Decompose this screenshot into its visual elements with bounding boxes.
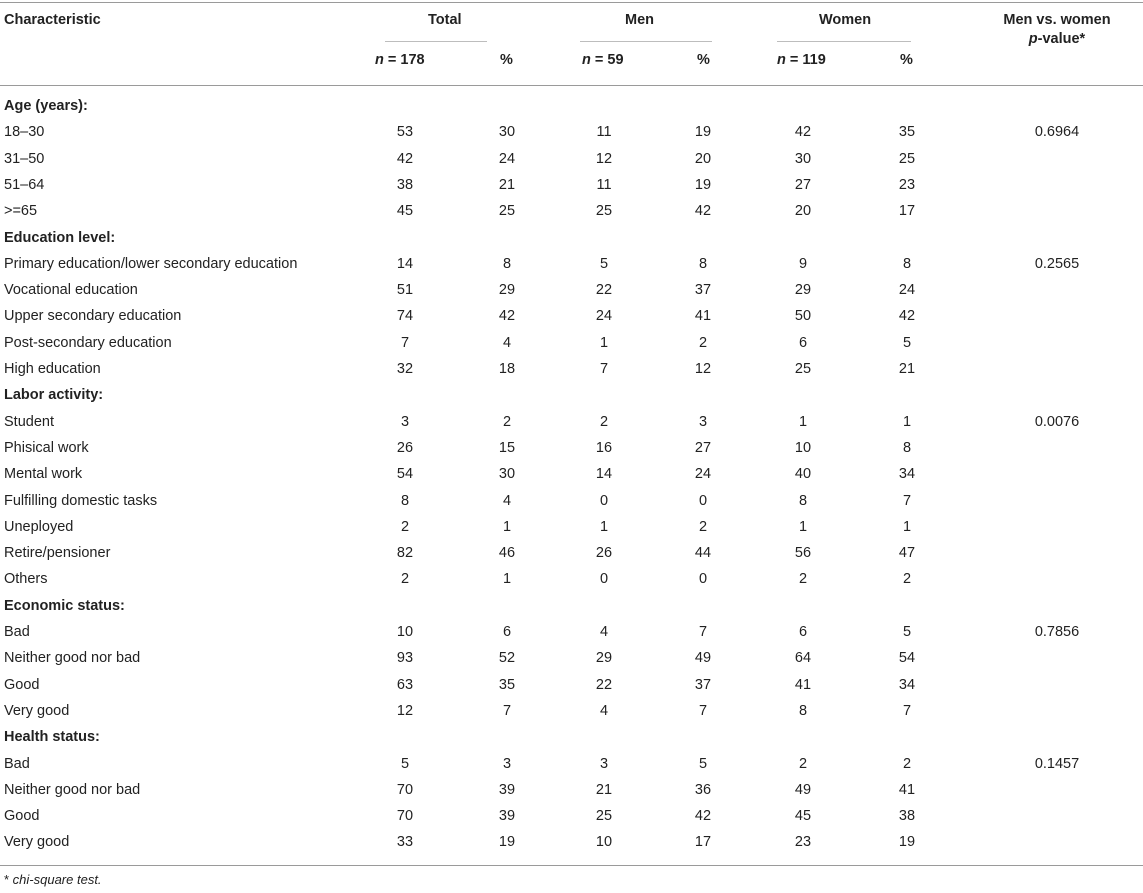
cell-total-pct: 25 — [498, 203, 516, 220]
table-bottom-rule — [0, 865, 1143, 866]
cell-men-pct: 8 — [698, 255, 708, 272]
table-row — [0, 461, 1143, 487]
cell-women-pct: 5 — [902, 334, 912, 351]
cell-women-pct: 1 — [902, 518, 912, 535]
cell-total-n: 82 — [396, 545, 414, 562]
cell-women-pct: 34 — [898, 676, 916, 693]
table-row — [0, 303, 1143, 329]
header-men-n: n = 59 — [582, 52, 624, 68]
cell-total-pct: 19 — [498, 834, 516, 851]
cell-men-n: 11 — [596, 176, 612, 193]
cell-women-pct: 2 — [902, 755, 912, 772]
cell-women-pct: 19 — [898, 834, 916, 851]
cell-total-pct: 42 — [498, 308, 516, 325]
table-row — [0, 146, 1143, 172]
cell-women-n: 49 — [794, 781, 812, 798]
cell-women-pct: 21 — [898, 361, 916, 377]
cell-men-n: 22 — [595, 676, 613, 693]
row-label: Retire/pensioner — [4, 545, 111, 562]
section-header-row — [0, 225, 1143, 251]
cell-women-n: 2 — [798, 755, 808, 772]
row-label: Upper secondary education — [4, 308, 182, 325]
row-label: Neither good nor bad — [4, 650, 141, 667]
cell-men-n: 22 — [595, 282, 613, 299]
cell-women-pct: 41 — [898, 781, 916, 798]
cell-men-pct: 2 — [698, 518, 708, 535]
header-women-n: n = 119 — [777, 52, 826, 68]
cell-women-n: 20 — [794, 203, 812, 220]
cell-total-n: 2 — [400, 518, 410, 535]
table-row — [0, 356, 1143, 382]
cell-women-pct: 5 — [902, 624, 912, 640]
cell-total-pct: 52 — [498, 650, 516, 667]
cell-women-n: 23 — [794, 834, 812, 851]
cell-women-n: 64 — [794, 650, 812, 667]
cell-women-pct: 7 — [902, 492, 912, 509]
cell-men-pct: 17 — [694, 834, 712, 851]
row-label: Uneployed — [4, 518, 74, 535]
cell-men-n: 12 — [595, 150, 613, 167]
cell-men-pct: 36 — [694, 781, 712, 798]
cell-men-n: 25 — [595, 808, 613, 825]
cell-p-value: 0.1457 — [1034, 755, 1080, 772]
cell-women-n: 6 — [798, 334, 808, 351]
cell-women-n: 2 — [798, 571, 808, 588]
cell-total-n: 38 — [396, 176, 414, 193]
row-label: Good — [4, 676, 40, 693]
row-label: 31–50 — [4, 150, 45, 167]
cell-total-n: 7 — [400, 334, 410, 351]
cell-women-n: 9 — [798, 255, 808, 272]
table-row — [0, 277, 1143, 303]
cell-men-pct: 12 — [694, 361, 712, 377]
row-label: Vocational education — [4, 282, 138, 299]
cell-total-n: 10 — [396, 624, 414, 640]
row-label: 51–64 — [4, 176, 45, 193]
cell-women-pct: 38 — [898, 808, 916, 825]
cell-men-n: 14 — [595, 466, 613, 483]
cell-women-n: 1 — [798, 413, 808, 430]
cell-total-n: 93 — [396, 650, 414, 667]
cell-men-pct: 37 — [694, 282, 712, 299]
table-row — [0, 514, 1143, 540]
section-title: Education level: — [4, 229, 116, 246]
row-label: Very good — [4, 702, 70, 719]
cell-total-n: 3 — [400, 413, 410, 430]
cell-women-pct: 47 — [898, 545, 916, 562]
header-women: Women — [819, 12, 872, 28]
cell-total-pct: 8 — [502, 255, 512, 272]
cell-total-pct: 1 — [502, 571, 512, 588]
cell-women-pct: 25 — [898, 150, 916, 167]
row-label: Others — [4, 571, 48, 588]
cell-men-n: 26 — [595, 545, 613, 562]
table-row — [0, 751, 1143, 777]
section-header-row — [0, 593, 1143, 619]
cell-men-n: 10 — [595, 834, 613, 851]
cell-total-pct: 3 — [502, 755, 512, 772]
section-title: Health status: — [4, 729, 100, 746]
cell-total-n: 51 — [396, 282, 414, 299]
cell-men-n: 29 — [595, 650, 613, 667]
cell-men-pct: 24 — [694, 466, 712, 483]
cell-women-n: 56 — [794, 545, 812, 562]
cell-p-value: 0.0076 — [1034, 413, 1080, 430]
cell-total-n: 54 — [396, 466, 414, 483]
row-label: Neither good nor bad — [4, 781, 141, 798]
row-label: Post-secondary education — [4, 334, 172, 351]
cell-women-n: 30 — [794, 150, 812, 167]
cell-women-pct: 8 — [902, 255, 912, 272]
table-top-rule — [0, 2, 1143, 3]
table-row — [0, 198, 1143, 224]
table-row — [0, 251, 1143, 277]
table-row — [0, 409, 1143, 435]
cell-total-pct: 4 — [502, 492, 512, 509]
header-men: Men — [625, 12, 654, 28]
cell-men-n: 1 — [599, 518, 609, 535]
cell-women-n: 29 — [794, 282, 812, 299]
cell-men-n: 16 — [595, 439, 613, 456]
cell-total-pct: 6 — [502, 624, 512, 640]
cell-men-n: 21 — [595, 781, 613, 798]
row-label: 18–30 — [4, 124, 45, 141]
cell-total-n: 5 — [400, 755, 410, 772]
cell-total-pct: 30 — [498, 466, 516, 483]
cell-men-pct: 44 — [694, 545, 712, 562]
cell-women-pct: 2 — [902, 571, 912, 588]
cell-total-pct: 29 — [498, 282, 516, 299]
cell-men-pct: 20 — [694, 150, 712, 167]
row-label: Student — [4, 413, 54, 430]
section-title: Economic status: — [4, 597, 125, 614]
cell-women-pct: 35 — [898, 124, 916, 141]
table-row — [0, 698, 1143, 724]
cell-men-n: 3 — [599, 755, 609, 772]
section-title: Labor activity: — [4, 387, 104, 404]
cell-women-n: 1 — [798, 518, 808, 535]
header-total-n: n = 178 — [375, 52, 425, 68]
header-total-pct: % — [500, 52, 513, 68]
section-header-row — [0, 382, 1143, 408]
cell-men-pct: 0 — [698, 492, 708, 509]
cell-p-value: 0.6964 — [1034, 124, 1080, 141]
section-header-row — [0, 93, 1143, 119]
row-label: >=65 — [4, 203, 38, 220]
cell-total-n: 2 — [400, 571, 410, 588]
cell-total-n: 42 — [396, 150, 414, 167]
cell-total-n: 70 — [396, 781, 414, 798]
cell-men-n: 24 — [595, 308, 613, 325]
cell-women-n: 45 — [794, 808, 812, 825]
cell-total-pct: 1 — [502, 518, 512, 535]
cell-men-pct: 27 — [694, 439, 712, 456]
footnote: * chi-square test. — [4, 872, 102, 887]
cell-men-pct: 42 — [694, 203, 712, 220]
cell-men-n: 0 — [599, 571, 609, 588]
cell-total-n: 8 — [400, 492, 410, 509]
cell-total-n: 26 — [396, 439, 414, 456]
cell-women-n: 50 — [794, 308, 812, 325]
header-pvalue-line2: p-value* — [1028, 31, 1086, 47]
row-label: Very good — [4, 834, 70, 851]
section-header-row — [0, 724, 1143, 750]
cell-men-n: 5 — [599, 255, 609, 272]
cell-women-pct: 34 — [898, 466, 916, 483]
cell-women-n: 6 — [798, 624, 808, 640]
cell-total-pct: 7 — [502, 702, 512, 719]
cell-men-pct: 49 — [694, 650, 712, 667]
row-label: High education — [4, 361, 101, 377]
cell-men-pct: 3 — [698, 413, 708, 430]
cell-total-pct: 39 — [498, 781, 516, 798]
row-label: Bad — [4, 755, 30, 772]
cell-women-n: 41 — [794, 676, 812, 693]
table-row — [0, 540, 1143, 566]
header-pvalue-line1: Men vs. women — [1003, 12, 1111, 28]
row-label: Primary education/lower secondary education — [4, 255, 298, 272]
cell-women-pct: 24 — [898, 282, 916, 299]
cell-women-n: 8 — [798, 492, 808, 509]
cell-total-pct: 30 — [498, 124, 516, 141]
table-row — [0, 803, 1143, 829]
header-characteristic: Characteristic — [4, 12, 101, 28]
header-women-pct: % — [900, 52, 913, 68]
women-group-rule — [777, 41, 911, 42]
cell-total-n: 12 — [396, 702, 414, 719]
cell-men-pct: 42 — [694, 808, 712, 825]
cell-men-pct: 0 — [698, 571, 708, 588]
header-total: Total — [428, 12, 462, 28]
cell-women-pct: 54 — [898, 650, 916, 667]
cell-total-pct: 24 — [498, 150, 516, 167]
cell-men-n: 11 — [596, 124, 612, 141]
cell-total-n: 14 — [396, 255, 414, 272]
cell-total-pct: 18 — [498, 361, 516, 377]
row-label: Mental work — [4, 466, 83, 483]
cell-men-n: 4 — [599, 702, 609, 719]
cell-total-pct: 21 — [498, 176, 516, 193]
header-men-pct: % — [697, 52, 710, 68]
total-group-rule — [385, 41, 487, 42]
cell-total-n: 45 — [396, 203, 414, 220]
cell-men-n: 4 — [599, 624, 609, 640]
cell-total-pct: 35 — [498, 676, 516, 693]
cell-women-n: 27 — [794, 176, 812, 193]
cell-men-pct: 2 — [698, 334, 708, 351]
cell-total-pct: 39 — [498, 808, 516, 825]
cell-total-pct: 46 — [498, 545, 516, 562]
cell-total-n: 70 — [396, 808, 414, 825]
cell-p-value: 0.2565 — [1034, 255, 1080, 272]
header-bottom-rule — [0, 85, 1143, 86]
table-row — [0, 330, 1143, 356]
cell-men-pct: 5 — [698, 755, 708, 772]
cell-total-n: 33 — [396, 834, 414, 851]
cell-p-value: 0.7856 — [1034, 624, 1080, 640]
cell-women-n: 25 — [794, 361, 812, 377]
table-row — [0, 566, 1143, 592]
cell-total-n: 63 — [396, 676, 414, 693]
cell-women-n: 42 — [794, 124, 812, 141]
cell-total-pct: 15 — [498, 439, 516, 456]
cell-women-n: 10 — [794, 439, 812, 456]
cell-men-n: 25 — [595, 203, 613, 220]
men-group-rule — [580, 41, 712, 42]
section-title: Age (years): — [4, 98, 88, 114]
cell-women-pct: 23 — [898, 176, 916, 193]
cell-women-pct: 7 — [902, 702, 912, 719]
cell-total-n: 32 — [396, 361, 414, 377]
cell-women-n: 8 — [798, 702, 808, 719]
cell-women-n: 40 — [794, 466, 812, 483]
cell-women-pct: 8 — [902, 439, 912, 456]
cell-total-pct: 4 — [502, 334, 512, 351]
cell-men-pct: 41 — [694, 308, 712, 325]
table-row — [0, 777, 1143, 803]
table-row — [0, 119, 1143, 145]
cell-men-pct: 7 — [698, 624, 708, 640]
cell-men-n: 0 — [599, 492, 609, 509]
row-label: Bad — [4, 624, 30, 640]
cell-total-n: 53 — [396, 124, 414, 141]
table-row — [0, 829, 1143, 855]
table-row — [0, 435, 1143, 461]
cell-women-pct: 1 — [902, 413, 912, 430]
cell-men-n: 2 — [599, 413, 609, 430]
table-row — [0, 672, 1143, 698]
cell-men-pct: 37 — [694, 676, 712, 693]
cell-men-n: 7 — [599, 361, 609, 377]
table-row — [0, 172, 1143, 198]
cell-women-pct: 42 — [898, 308, 916, 325]
table-row — [0, 645, 1143, 671]
table-row — [0, 488, 1143, 514]
cell-men-pct: 7 — [698, 702, 708, 719]
cell-men-n: 1 — [599, 334, 609, 351]
cell-total-pct: 2 — [502, 413, 512, 430]
table-row — [0, 619, 1143, 645]
row-label: Phisical work — [4, 439, 89, 456]
cell-women-pct: 17 — [898, 203, 916, 220]
row-label: Good — [4, 808, 40, 825]
cell-men-pct: 19 — [694, 124, 712, 141]
cell-men-pct: 19 — [694, 176, 712, 193]
row-label: Fulfilling domestic tasks — [4, 492, 158, 509]
cell-total-n: 74 — [396, 308, 414, 325]
